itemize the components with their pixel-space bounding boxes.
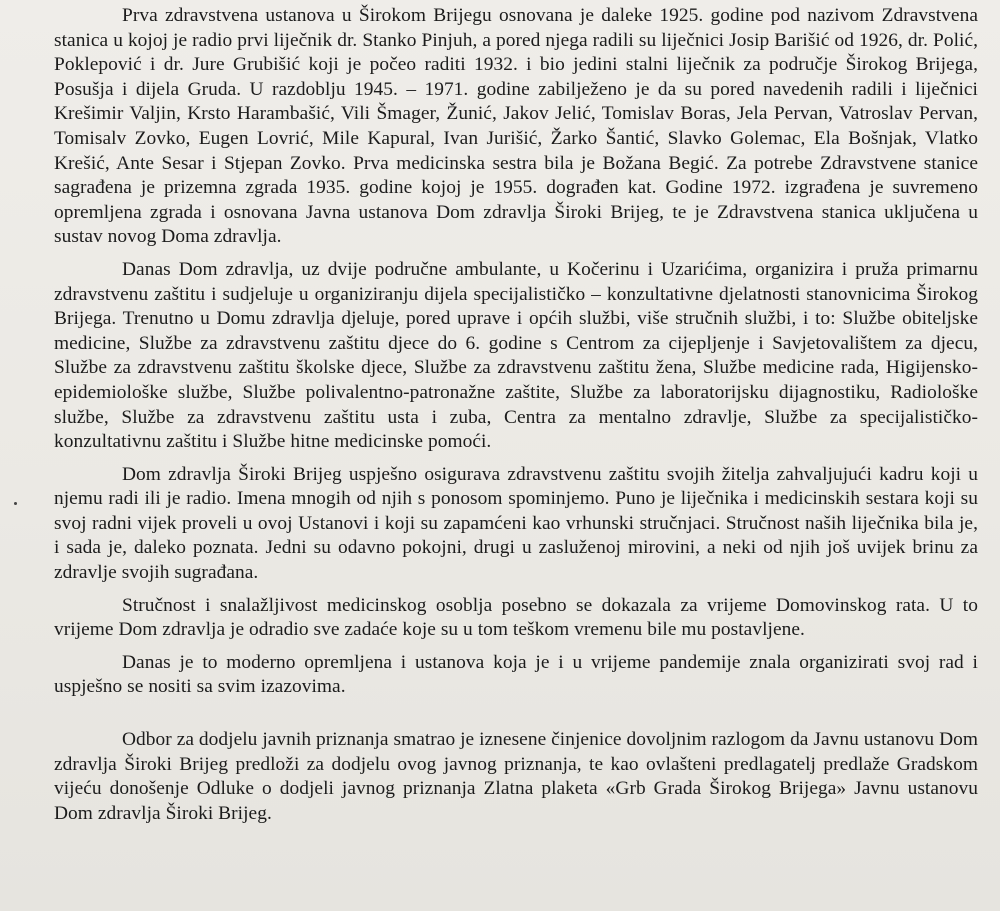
paragraph-spacer bbox=[54, 586, 978, 594]
paragraph-pandemic: Danas je to moderno opremljena i ustanova koja je i u vrijeme pandemije znala organizirati svoj rad i uspješno se nositi sa svim izazovima. bbox=[54, 651, 978, 698]
paragraph-proposal: Odbor za dodjelu javnih priznanja smatrao je iznesene činjenice dovoljnim razlogom da Javnu ustanovu Dom zdravlja Široki Brijeg predloži za dodjelu ovog javnog priznanja, te kao ovlašteni predlagatelj predlaže Gradskom vijeću donošenje Odluke o dodjeli javnog priznanja Zlatna plaketa «Grb Grada Širokog Brijega» Javnu ustanovu Dom zdravlja Široki Brijeg. bbox=[54, 729, 978, 824]
paragraph-history: Prva zdravstvena ustanova u Širokom Brijegu osnovana je daleke 1925. godine pod nazivom Zdravstvena stanica u kojoj je radio prvi liječnik dr. Stanko Pinjuh, a pored njega radili su liječnici Josip Barišić od 1926, dr. Polić, Poklepović i dr. Jure Grubišić koji je počeo raditi 1932. i bio jedini stalni liječnik za područje Širokog Brijega, Posušja i dijela Gruda. U razdoblju 1945. – 1971. godine zabilježeno je da su pored navedenih radili i liječnici Krešimir Valjin, Krsto Harambašić, Vili Šmager, Žunić, Jakov Jelić, Tomislav Boras, Jela Pervan, Vatroslav Pervan, Tomisalv Zovko, Eugen Lovrić, Mile Kapural, Ivan Jurišić, Žarko Šantić, Slavko Golemac, Ela Bošnjak, Vlatko Krešić, Ante Sesar i Stjepan Zovko. Prva medicinska sestra bila je Božana Begić. Za potrebe Zdravstvene stanice sagrađena je prizemna zgrada 1935. godine kojoj je 1955. dograđen kat. Godine 1972. izgrađena je suvremeno opremljena zgrada i osnovana Javna ustanova Dom zdravlja Široki Brijeg, te je Zdravstvena stanica uključena u sustav novog Doma zdravlja. bbox=[54, 5, 978, 248]
paragraph-spacer bbox=[54, 455, 978, 463]
paragraph-spacer bbox=[54, 250, 978, 258]
paragraph-staff: Dom zdravlja Široki Brijeg uspješno osigurava zdravstvenu zaštitu svojih žitelja zahvaljujući kadru koji u njemu radi ili je radio. Imena mnogih od njih s ponosom spominjemo. Puno je liječnika i medicinskih sestara koji su svoj radni vijek proveli u ovoj Ustanovi i koji su zapamćeni kao vrhunski stručnjaci. Stručnost naših liječnika bila je, i sada je, daleko poznata. Jedni su odavno pokojni, drugi u zasluženoj mirovini, a neki od njih još uvijek brinu za zdravlje svojih sugrađana. bbox=[54, 463, 978, 584]
margin-mark bbox=[14, 502, 17, 505]
paragraph-spacer bbox=[54, 643, 978, 651]
paragraph-services: Danas Dom zdravlja, uz dvije područne ambulante, u Kočerinu i Uzarićima, organizira i pruža primarnu zdravstvenu zaštitu i sudjeluje u organiziranju dijela specijalističko – konzultativne djelatnosti stanovnicima Širokog Brijega. Trenutno u Domu zdravlja djeluje, pored uprave i općih službi, više stručnih službi, i to: Službe obiteljske medicine, Službe za zdravstvenu zaštitu djece do 6. godine s Centrom za cijepljenje i Savjetovalištem za djecu, Službe za zdravstvenu zaštitu školske djece, Službe za zdravstvenu zaštitu žena, Službe medicine rada, Higijensko-epidemiološke službe, Službe polivalentno-patronažne zaštite, Službe za laboratorijsku dijagnostiku, Radiološke službe, Službe za zdravstvenu zaštitu usta i zuba, Centra za mentalno zdravlje, Službe za specijalističko- konzultativnu zaštitu i Službe hitne medicinske pomoći. bbox=[54, 258, 978, 453]
paragraph-war: Stručnost i snalažljivost medicinskog osoblja posebno se dokazala za vrijeme Domovinskog rata. U to vrijeme Dom zdravlja je odradio sve zadaće koje su u tom teškom vremenu bile mu postavljene. bbox=[54, 594, 978, 641]
paragraph-spacer bbox=[54, 700, 978, 728]
